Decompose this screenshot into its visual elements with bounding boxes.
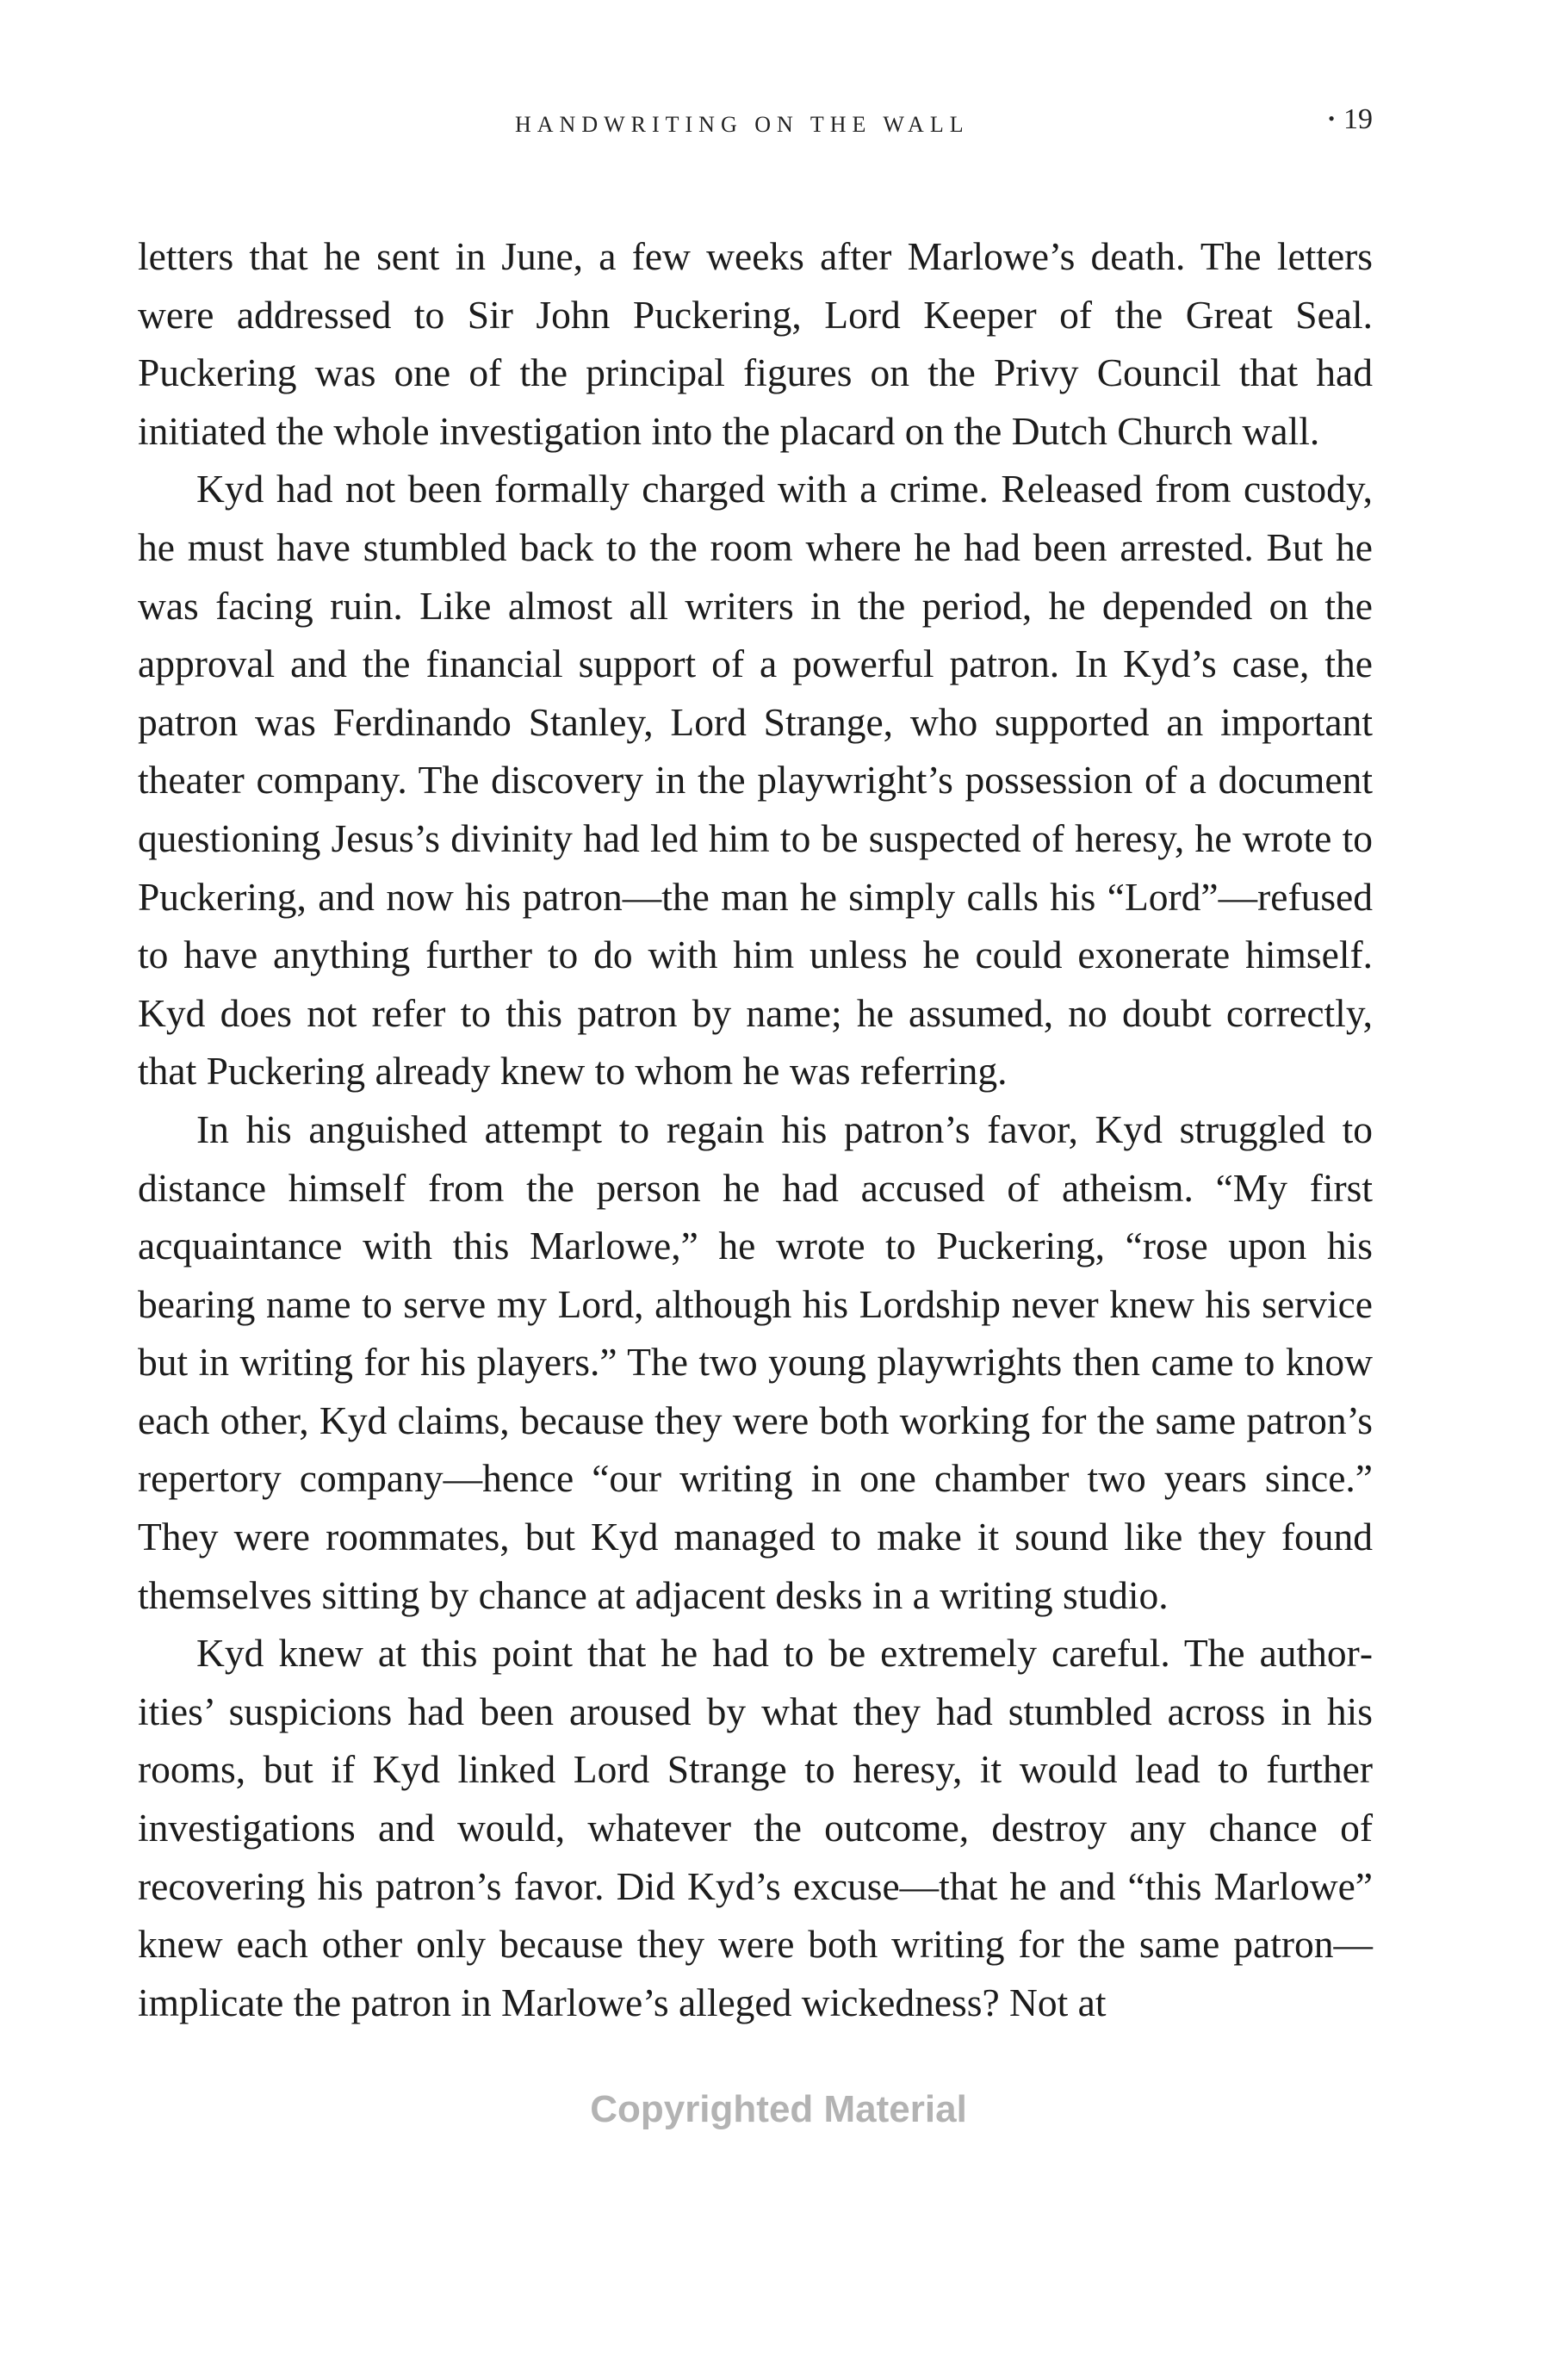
- paragraph-4: Kyd knew at this point that he had to be extremely careful. The authorities’ suspicions had been aroused by what they had stumbled across in his rooms, but if Kyd linked Lord Strange to heresy, it would lead to further investigations and would, whatever the outcome, destroy any chance of recovering his patron’s favor. Did Kyd’s excuse—that he and “this Marlowe” knew each other only because they were both writing for the same patron—implicate the patron in Marlowe’s alleged wickedness? Not at: [138, 1631, 1373, 2024]
- page-number: 19: [1343, 103, 1373, 135]
- running-title: HANDWRITING ON THE WALL: [515, 112, 970, 137]
- paragraph-1: letters that he sent in June, a few weeks after Marlowe’s death. The letters were addressed to Sir John Puckering, Lord Keeper of the Great Seal. Puckering was one of the principal figures on the Privy Council that had initiated the whole investigation into the placard on the Dutch Church wall.: [138, 234, 1373, 453]
- paragraph-2: Kyd had not been formally charged with a crime. Released from custody, he must have stumbled back to the room where he had been arrested. But he was facing ruin. Like almost all writers in the period, he depended on the approval and the financial support of a powerful patron. In Kyd’s case, the patron was Ferdinando Stanley, Lord Strange, who supported an important theater company. The discovery in the playwright’s possession of a document questioning Jesus’s divinity had led him to be suspected of heresy, he wrote to Puckering, and now his patron—the man he simply calls his “Lord”—refused to have anything further to do with him unless he could exonerate himself. Kyd does not refer to this patron by name; he assumed, no doubt correctly, that Puckering already knew to whom he was referring.: [138, 467, 1373, 1094]
- page-folio: [1328, 103, 1373, 136]
- paragraph-3: In his anguished attempt to regain his patron’s favor, Kyd struggled to distance himself from the person he had accused of atheism. “My first acquaintance with this Marlowe,” he wrote to Puckering, “rose upon his bearing name to serve my Lord, although his Lordship never knew his service but in writing for his players.” The two young playwrights then came to know each other, Kyd claims, because they were both working for the same patron’s repertory company—hence “our writing in one chamber two years since.” They were roommates, but Kyd managed to make it sound like they found themselves sitting by chance at adjacent desks in a writing studio.: [138, 1106, 1373, 1617]
- copyright-watermark: Copyrighted Material: [590, 2088, 967, 2130]
- running-head: [0, 102, 1557, 153]
- bullet-icon: •: [1328, 108, 1335, 129]
- body-text: [138, 227, 1373, 2031]
